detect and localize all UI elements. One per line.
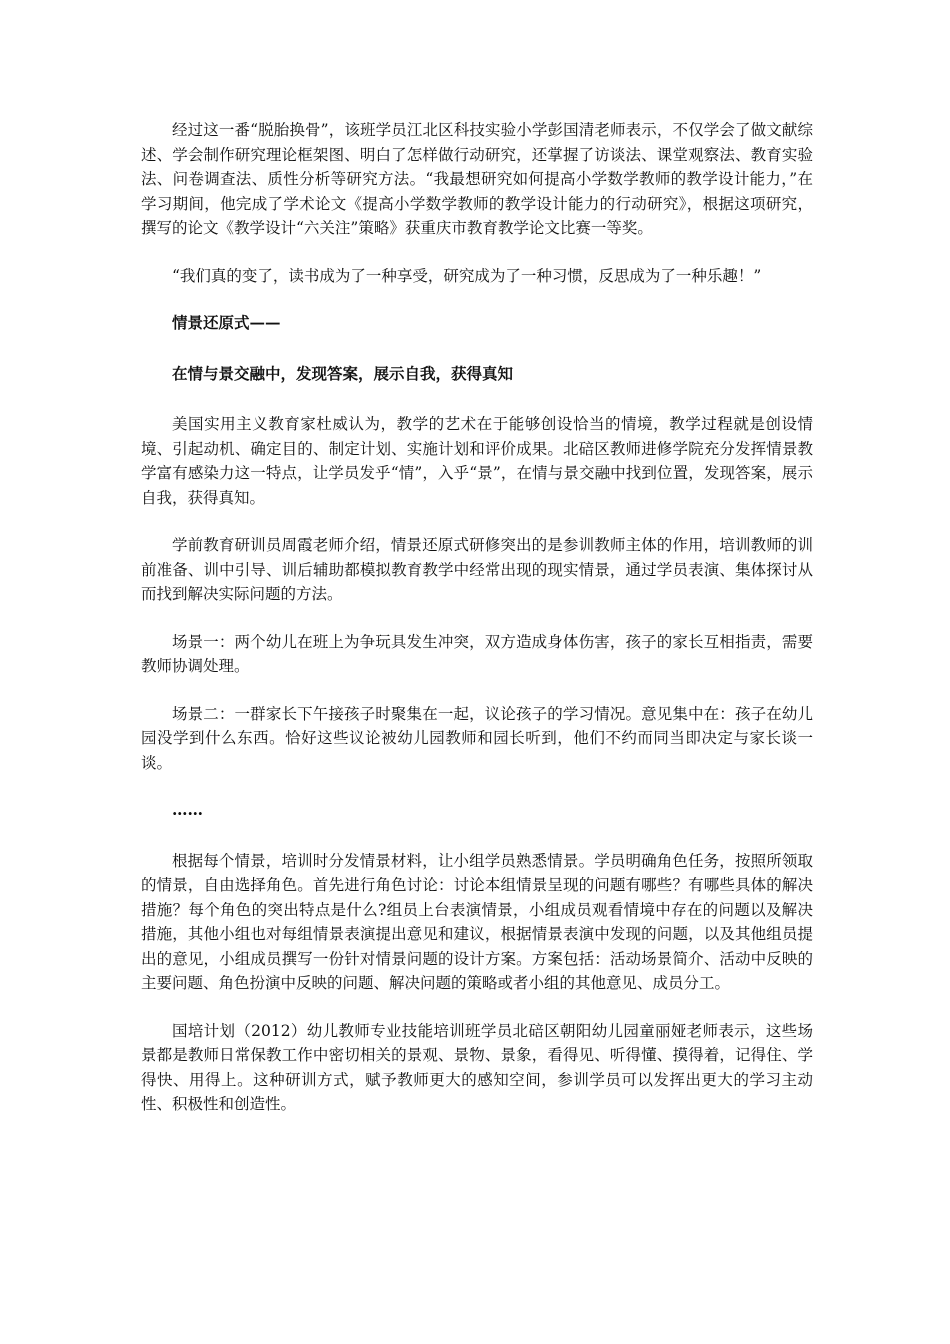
section-subheading: 在情与景交融中，发现答案，展示自我，获得真知 <box>172 363 514 383</box>
paragraph-scene-one: 场景一：两个幼儿在班上为争玩具发生冲突，双方造成身体伤害，孩子的家长互相指责，需要教师协调处理。 <box>141 632 813 675</box>
paragraph-process: 根据每个情景，培训时分发情景材料，让小组学员熟悉情景。学员明确角色任务，按照所领取的情景，自由选择角色。首先进行角色讨论：讨论本组情景呈现的问题有哪些？有哪些具体的解决措施？每个角色的突出特点是什么?组员上台表演情景，小组成员观看情境中存在的问题以及解决措施，其他小组也对每组情景表演提出意见和建议，根据情景表演中发现的问题，以及其他组员提出的意见，小组成员撰写一份针对情景问题的设计方案。方案包括：活动场景简介、活动中反映的主要问题、角色扮演中反映的问题、解决问题的策略或者小组的其他意见、成员分工。 <box>141 851 813 992</box>
paragraph-tong-liya: 国培计划（2012）幼儿教师专业技能培训班学员北碚区朝阳幼儿园童丽娅老师表示，这些场景都是教师日常保教工作中密切相关的景观、景物、景象，看得见、听得懂、摸得着，记得住、学得快、用得上。这种研训方式，赋予教师更大的感知空间，参训学员可以发挥出更大的学习主动性、积极性和创造性。 <box>141 1021 813 1113</box>
paragraph-dewey: 美国实用主义教育家杜威认为，教学的艺术在于能够创设恰当的情境，教学过程就是创设情境、引起动机、确定目的、制定计划、实施计划和评价成果。北碚区教师进修学院充分发挥情景教学富有感染力这一特点，让学员发乎“情”，入乎“景”，在情与景交融中找到位置，发现答案，展示自我，获得真知。 <box>141 415 813 507</box>
section-heading: 情景还原式—— <box>172 313 281 332</box>
paragraph-zhou-xia: 学前教育研训员周霞老师介绍，情景还原式研修突出的是参训教师主体的作用，培训教师的训前准备、训中引导、训后辅助都模拟教育教学中经常出现的现实情景，通过学员表演、集体探讨从而找到解决实际问题的方法。 <box>141 536 813 603</box>
paragraph-quote: “我们真的变了，读书成为了一种享受，研究成为了一种习惯，反思成为了一种乐趣！” <box>172 266 762 285</box>
paragraph-peng-guoqing: 经过这一番“脱胎换骨”，该班学员江北区科技实验小学彭国清老师表示，不仅学会了做文献综述、学会制作研究理论框架图、明白了怎样做行动研究，还掌握了访谈法、课堂观察法、教育实验法、问卷调查法、质性分析等研究方法。“我最想研究如何提高小学数学教师的教学设计能力，”在学习期间，他完成了学术论文《提高小学数学教师的教学设计能力的行动研究》，根据这项研究，撰写的论文《教学设计“六关注”策略》获重庆市教育教学论文比赛一等奖。 <box>141 121 813 237</box>
paragraph-scene-two: 场景二：一群家长下午接孩子时聚集在一起，议论孩子的学习情况。意见集中在：孩子在幼儿园没学到什么东西。恰好这些议论被幼儿园教师和园长听到，他们不约而同当即决定与家长谈一谈。 <box>141 704 813 772</box>
paragraph-ellipsis: …… <box>172 800 203 819</box>
document-body <box>141 118 813 1140</box>
